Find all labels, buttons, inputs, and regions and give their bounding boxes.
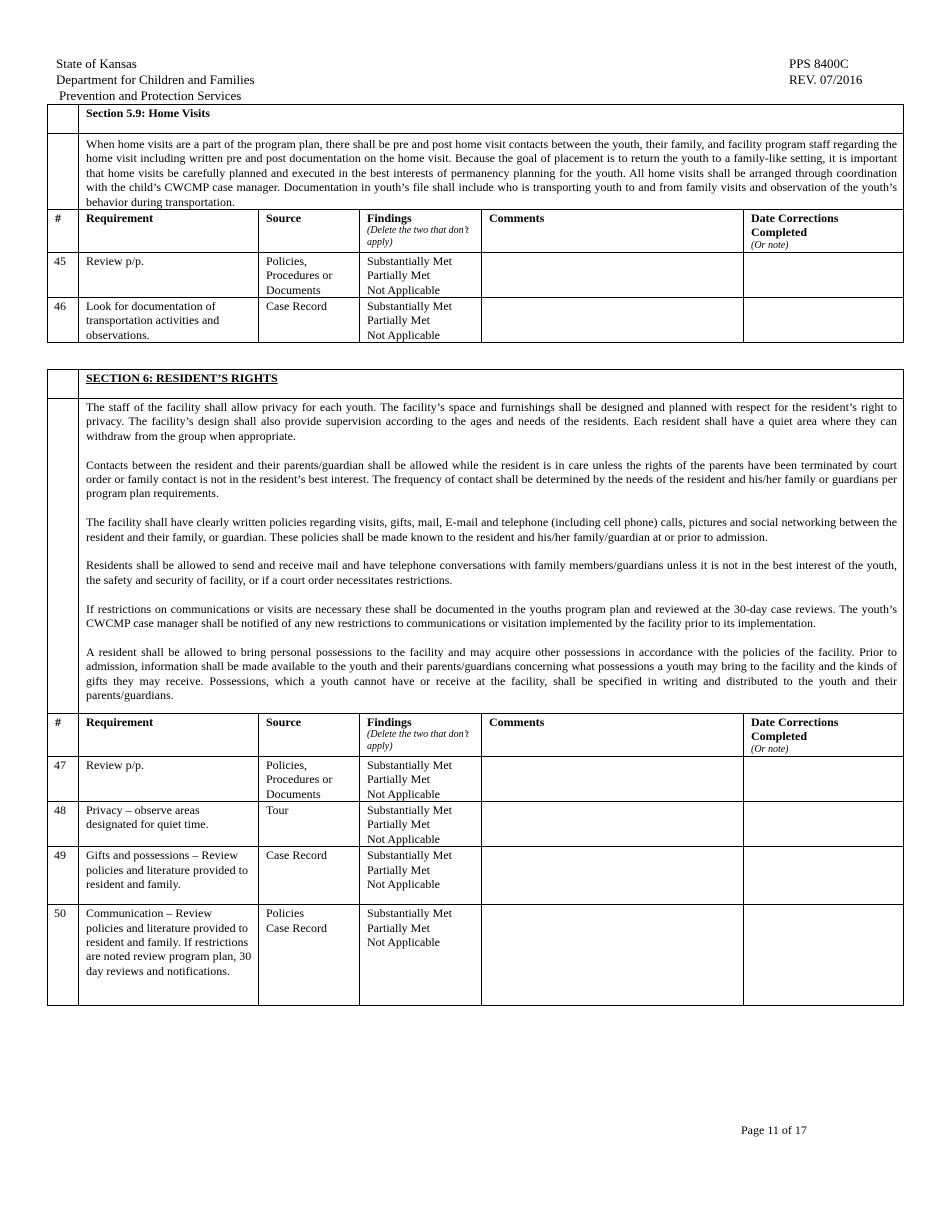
findings-cell[interactable]: Substantially Met Partially Met Not Applicable xyxy=(360,802,482,847)
comments-cell[interactable] xyxy=(482,298,744,343)
section-intro: When home visits are a part of the program plan, there shall be pre and post home visit contacts between the youth, their family, and facility program staff regarding the home visit including written pre and post documentation on the home visit. Because the goal of placement is to return the youth to a family-like setting, it is important that home visits be carefully planned and executed in the best interests of permanency planning for the youth. All home visits shall be arranged through coordination with the child’s CWCMP case manager. Documentation in youth’s file shall include who is transporting youth to and from family visits and observation of the youth’s behavior during transportation. xyxy=(79,134,904,210)
header-right xyxy=(789,56,862,88)
section-5-9-table xyxy=(47,104,904,343)
comments-cell[interactable] xyxy=(482,802,744,847)
comments-cell[interactable] xyxy=(482,847,744,905)
header-state: State of Kansas xyxy=(56,56,137,71)
section-6-table xyxy=(47,369,904,1006)
column-header-row: # Requirement Source Findings (Delete the two that don’t apply) Comments Date Corrections Completed (Or note) xyxy=(48,714,904,757)
table-row: 47 Review p/p. Policies, Procedures or Documents Substantially Met Partially Met Not Applicable xyxy=(48,756,904,801)
table-row: 45 Review p/p. Policies, Procedures or Documents Substantially Met Partially Met Not Applicable xyxy=(48,252,904,297)
date-corrections-cell[interactable] xyxy=(744,298,904,343)
column-header-row: # Requirement Source Findings (Delete the two that don’t apply) Comments Date Corrections Completed (Or note) xyxy=(48,210,904,253)
table-row: 46 Look for documentation of transportation activities and observations. Case Record Substantially Met Partially Met Not Applicable xyxy=(48,298,904,343)
findings-cell[interactable]: Substantially Met Partially Met Not Applicable xyxy=(360,905,482,1006)
section-intro: The staff of the facility shall allow privacy for each youth. The facility’s space and furnishings shall be designed and planned with respect for the resident’s right to privacy. The facility’s design shall also provide supervision according to the ages and needs of the residents. Each resident shall have a quiet area where they can withdraw from the group when appropriate. Contacts between the resident and their parents/guardian shall be allowed while the resident is in care unless the rights of the parents have been terminated by court order or family contact is not in the resident’s best interest. The frequency of contact shall be determined by the needs of the resident and his/her family or guardians per program plan requirements. The facility shall have clearly written policies regarding visits, gifts, mail, E-mail and telephone (including cell phone) calls, pictures and social networking between the resident and their family, or guardian. These policies shall be made known to the resident and his/her family/guardian at or prior to admission. Residents shall be allowed to send and receive mail and have telephone conversations with family members/guardians unless it is not in the best interest of the youth, the safety and security of facility, or if a court order necessitates restrictions. If restrictions on communications or visits are necessary these shall be documented in the youths program plan and reviewed at the 30-day case reviews. The youth’s CWCMP case manager shall be notified of any new restrictions to communications or visitation implemented by the facility prior to its implementation. A resident shall be allowed to bring personal possessions to the facility and may acquire other possessions in accordance with the policies of the facility. Prior to admission, information shall be made available to the youth and their parents/guardians concerning what possessions a youth may bring to the facility and the kinds of gifts they may receive. Possessions, which a youth cannot have or receive at the facility, shall be specified in writing and distributed to the youth and their parents/guardians. xyxy=(79,399,904,714)
findings-cell[interactable]: Substantially Met Partially Met Not Applicable xyxy=(360,252,482,297)
comments-cell[interactable] xyxy=(482,905,744,1006)
table-row: 48 Privacy – observe areas designated for quiet time. Tour Substantially Met Partially Met Not Applicable xyxy=(48,802,904,847)
date-corrections-cell[interactable] xyxy=(744,252,904,297)
date-corrections-cell[interactable] xyxy=(744,847,904,905)
date-corrections-cell[interactable] xyxy=(744,756,904,801)
findings-cell[interactable]: Substantially Met Partially Met Not Applicable xyxy=(360,756,482,801)
table-row: 49 Gifts and possessions – Review policies and literature provided to resident and family. Case Record Substantially Met Partially Met Not Applicable xyxy=(48,847,904,905)
form-number: PPS 8400C xyxy=(789,56,849,71)
section-title: Section 5.9: Home Visits xyxy=(79,105,904,134)
header-left xyxy=(56,56,255,104)
table-row: 50 Communication – Review policies and literature provided to resident and family. If restrictions are noted review program plan, 30 day reviews and notifications. Policies Case Record Substantially Met Partially Met Not Applicable xyxy=(48,905,904,1006)
comments-cell[interactable] xyxy=(482,756,744,801)
revision-date: REV. 07/2016 xyxy=(789,72,863,87)
header-department: Department for Children and Families xyxy=(56,72,255,87)
date-corrections-cell[interactable] xyxy=(744,905,904,1006)
date-corrections-cell[interactable] xyxy=(744,802,904,847)
section-title: SECTION 6: RESIDENT’S RIGHTS xyxy=(79,370,904,399)
comments-cell[interactable] xyxy=(482,252,744,297)
page-number: Page 11 of 17 xyxy=(741,1123,807,1137)
findings-cell[interactable]: Substantially Met Partially Met Not Applicable xyxy=(360,298,482,343)
findings-cell[interactable]: Substantially Met Partially Met Not Applicable xyxy=(360,847,482,905)
header-division: Prevention and Protection Services xyxy=(59,88,242,103)
